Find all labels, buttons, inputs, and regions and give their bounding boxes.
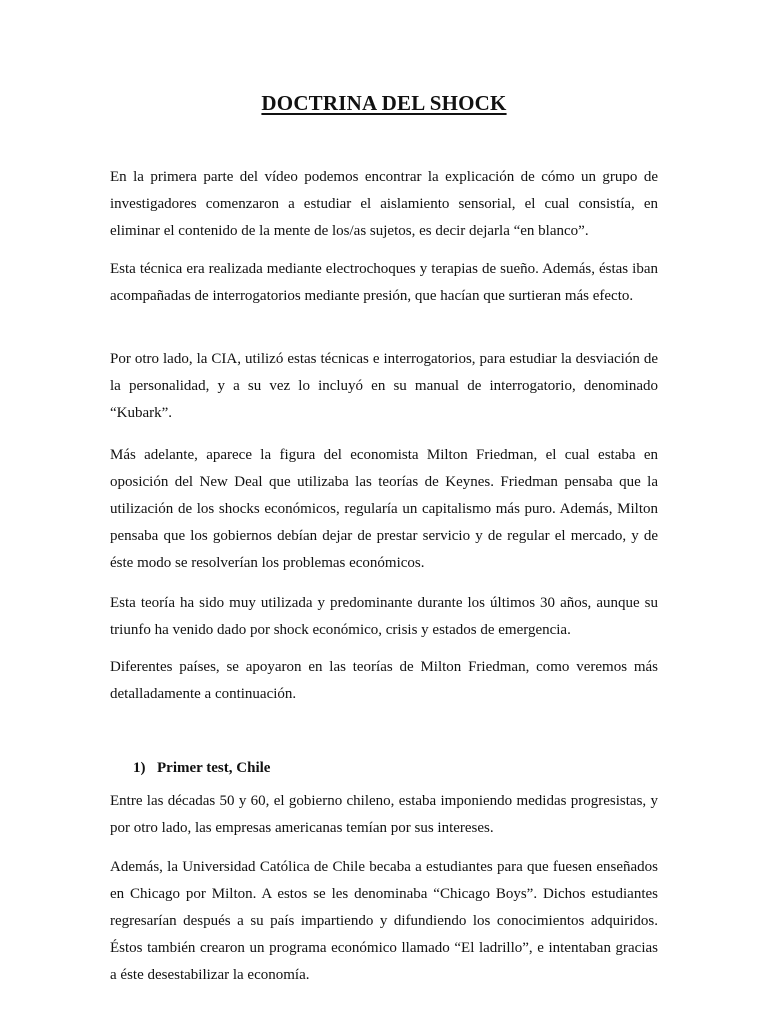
section-title: Primer test, Chile [157,760,271,776]
paragraph-theory-use: Esta teoría ha sido muy utilizada y predominante durante los últimos 30 años, aunque su triunfo ha venido dado por shock económico, crisis y estados de emergencia. [110,595,658,638]
paragraph-chicago-boys: Además, la Universidad Católica de Chile becaba a estudiantes para que fuesen enseñados en Chicago por Milton. A estos se les denominaba “Chicago Boys”. Dichos estudiantes regresarían después a su país impartiendo y difundiendo los conocimientos adquiridos. Éstos también crearon un programa económico llamado “El ladrillo”, e intentaban gracias a éste desestabilizar la economía. [110,859,658,983]
paragraph-milton-friedman: Más adelante, aparece la figura del economista Milton Friedman, el cual estaba en oposición del New Deal que utilizaba las teorías de Keynes. Friedman pensaba que la utilización de los shocks económicos, regularía un capitalismo más puro. Además, Milton pensaba que los gobiernos debían dejar de prestar servicio y de regular el mercado, y de éste modo se resolverían los problemas económicos. [110,447,658,571]
section-heading-chile [133,758,270,778]
paragraph-countries: Diferentes países, se apoyaron en las teorías de Milton Friedman, como veremos más detalladamente a continuación. [110,659,658,702]
paragraph-sensory-isolation: En la primera parte del vídeo podemos encontrar la explicación de cómo un grupo de investigadores comenzaron a estudiar el aislamiento sensorial, el cual consistía, en eliminar el contenido de la mente de los/as sujetos, es decir dejarla “en blanco”. [110,169,658,239]
section-number: 1) [133,760,146,776]
document-title: DOCTRINA DEL SHOCK [261,91,507,115]
paragraph-cia-kubark: Por otro lado, la CIA, utilizó estas técnicas e interrogatorios, para estudiar la desviación de la personalidad, y a su vez lo incluyó en su manual de interrogatorio, denominado “Kubark”. [110,351,658,421]
paragraph-chile-government: Entre las décadas 50 y 60, el gobierno chileno, estaba imponiendo medidas progresistas, y por otro lado, las empresas americanas temían por sus intereses. [110,793,658,836]
paragraph-electroshock: Esta técnica era realizada mediante electrochoques y terapias de sueño. Además, éstas iban acompañadas de interrogatorios mediante presión, que hacían que surtieran más efecto. [110,261,658,304]
